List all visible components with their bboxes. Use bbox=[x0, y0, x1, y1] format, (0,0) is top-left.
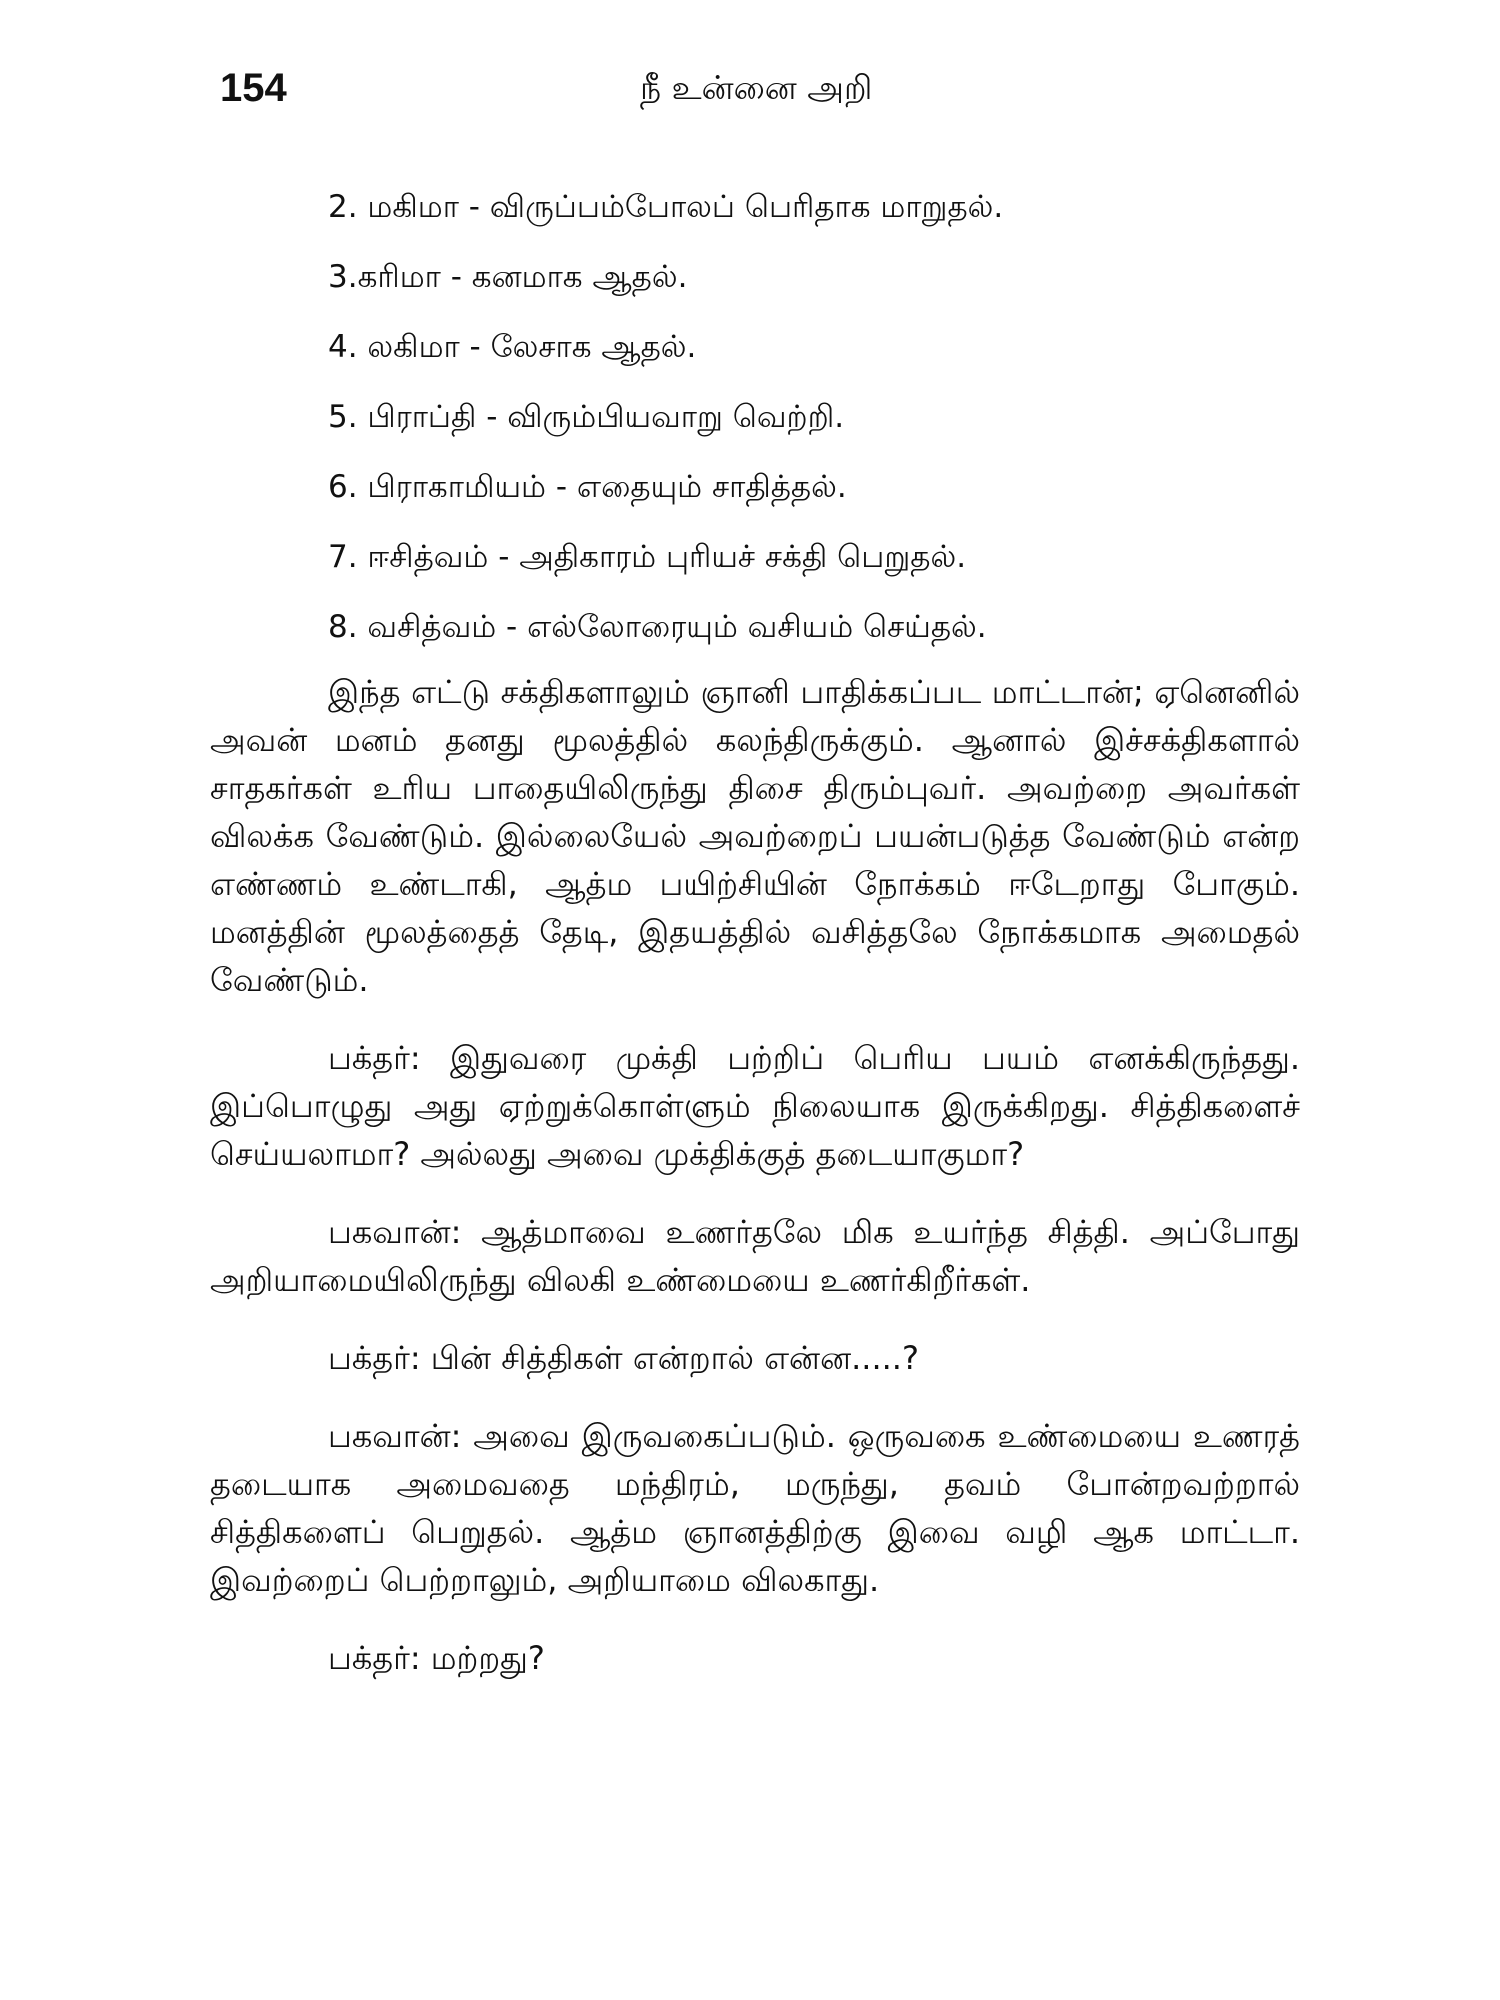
paragraph: இந்த எட்டு சக்திகளாலும் ஞானி பாதிக்கப்பட மாட்டான்; ஏனெனில் அவன் மனம் தனது மூலத்தில் கலந்திருக்கும். ஆனால் இச்சக்திகளால் சாதகர்கள் உரிய பாதையிலிருந்து திசை திரும்புவர். அவற்றை அவர்கள் விலக்க வேண்டும். இல்லையேல் அவற்றைப் பயன்படுத்த வேண்டும் என்ற எண்ணம் உண்டாகி, ஆத்ம பயிற்சியின் நோக்கம் ஈடேறாது போகும். மனத்தின் மூலத்தைத் தேடி, இதயத்தில் வசித்தலே நோக்கமாக அமைதல் வேண்டும். bbox=[210, 673, 1300, 999]
list-item: 5. பிராப்தி - விரும்பியவாறு வெற்றி. bbox=[328, 399, 845, 435]
page-number: 154 bbox=[220, 66, 287, 110]
list-item: 6. பிராகாமியம் - எதையும் சாதித்தல். bbox=[328, 469, 847, 505]
body-text bbox=[210, 668, 1300, 1712]
dialogue-paragraph: பக்தர்: இதுவரை முக்தி பற்றிப் பெரிய பயம் எனக்கிருந்தது. இப்பொழுது அது ஏற்றுக்கொள்ளும் நிலையாக இருக்கிறது. சித்திகளைச் செய்யலாமா? அல்லது அவை முக்திக்குத் தடையாகுமா? bbox=[210, 1039, 1300, 1173]
dialogue-paragraph: பக்தர்: பின் சித்திகள் என்றால் என்ன.....? bbox=[328, 1339, 919, 1377]
dialogue-paragraph: பக்தர்: மற்றது? bbox=[328, 1639, 545, 1677]
list-item: 4. லகிமா - லேசாக ஆதல். bbox=[328, 329, 697, 365]
list-item: 3.கரிமா - கனமாக ஆதல். bbox=[328, 259, 688, 295]
list-item: 7. ஈசித்வம் - அதிகாரம் புரியச் சக்தி பெறுதல். bbox=[328, 539, 967, 575]
dialogue-paragraph: பகவான்: ஆத்மாவை உணர்தலே மிக உயர்ந்த சித்தி. அப்போது அறியாமையிலிருந்து விலகி உண்மையை உணர்கிறீர்கள். bbox=[210, 1213, 1300, 1299]
list-item: 8. வசித்வம் - எல்லோரையும் வசியம் செய்தல். bbox=[328, 609, 987, 645]
page-header bbox=[220, 66, 1290, 116]
dialogue-paragraph: பகவான்: அவை இருவகைப்படும். ஒருவகை உண்மையை உணரத் தடையாக அமைவதை மந்திரம், மருந்து, தவம் போன்றவற்றால் சித்திகளைப் பெறுதல். ஆத்ம ஞானத்திற்கு இவை வழி ஆக மாட்டா. இவற்றைப் பெற்றாலும், அறியாமை விலகாது. bbox=[210, 1417, 1300, 1599]
list-item: 2. மகிமா - விருப்பம்போலப் பெரிதாக மாறுதல். bbox=[328, 189, 1004, 225]
running-title: நீ உன்னை அறி bbox=[640, 68, 873, 107]
siddhi-list bbox=[328, 172, 1288, 662]
